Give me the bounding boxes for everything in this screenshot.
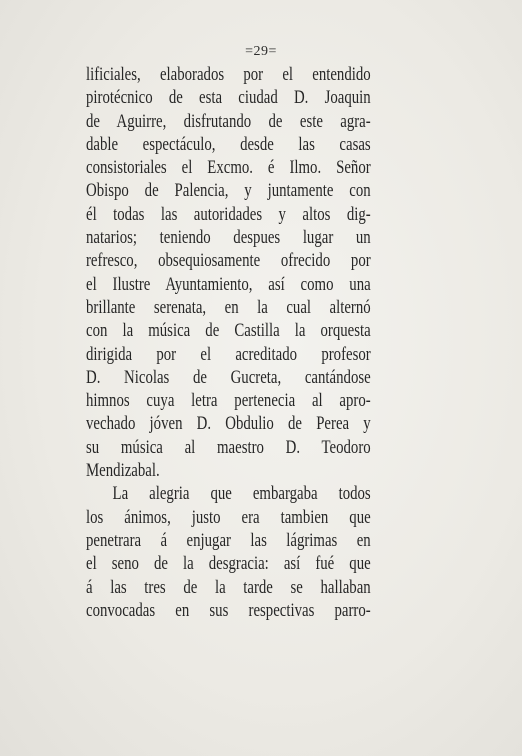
text-line: himnos cuya letra pertenecia al apro- [86,390,371,412]
text-line: á las tres de la tarde se hallaban [86,576,371,598]
text-line: natarios; teniendo despues lugar un [86,227,371,249]
text-line: de Aguirre, disfrutando de este agra- [86,110,371,132]
text-line: D. Nicolas de Gucreta, cantándose [86,366,371,388]
text-line: La alegria que embargaba todos [112,483,371,505]
text-line: vechado jóven D. Obdulio de Perea y [86,413,371,435]
paragraph-1 [86,63,371,482]
text-line: lificiales, elaborados por el entendido [86,64,371,85]
text-line: su música al maestro D. Teodoro [86,436,371,458]
body-text [86,63,371,622]
text-line: los ánimos, justo era tambien que [86,506,371,528]
text-line: Obispo de Palencia, y juntamente con [86,180,371,202]
text-line: brillante serenata, en la cual alternó [86,296,371,318]
text-line: convocadas en sus respectivas parro- [86,599,371,621]
text-line: dirigida por el acreditado profesor [86,343,371,365]
text-line: Mendizabal. [86,460,160,482]
text-line: el Ilustre Ayuntamiento, así como una [86,273,371,295]
text-line: refresco, obsequiosamente ofrecido por [86,250,371,272]
text-line: con la música de Castilla la orquesta [86,320,371,342]
text-line: pirotécnico de esta ciudad D. Joaquin [86,87,371,109]
paragraph-2 [86,482,371,622]
text-line: el seno de la desgracia: así fué que [86,553,371,575]
text-line: él todas las autoridades y altos dig- [86,203,371,225]
text-line: penetrara á enjugar las lágrimas en [86,529,371,551]
page-number: =29= [245,44,277,59]
text-line: consistoriales el Excmo. é Ilmo. Señor [86,157,371,179]
text-line: dable espectáculo, desde las casas [86,133,371,155]
